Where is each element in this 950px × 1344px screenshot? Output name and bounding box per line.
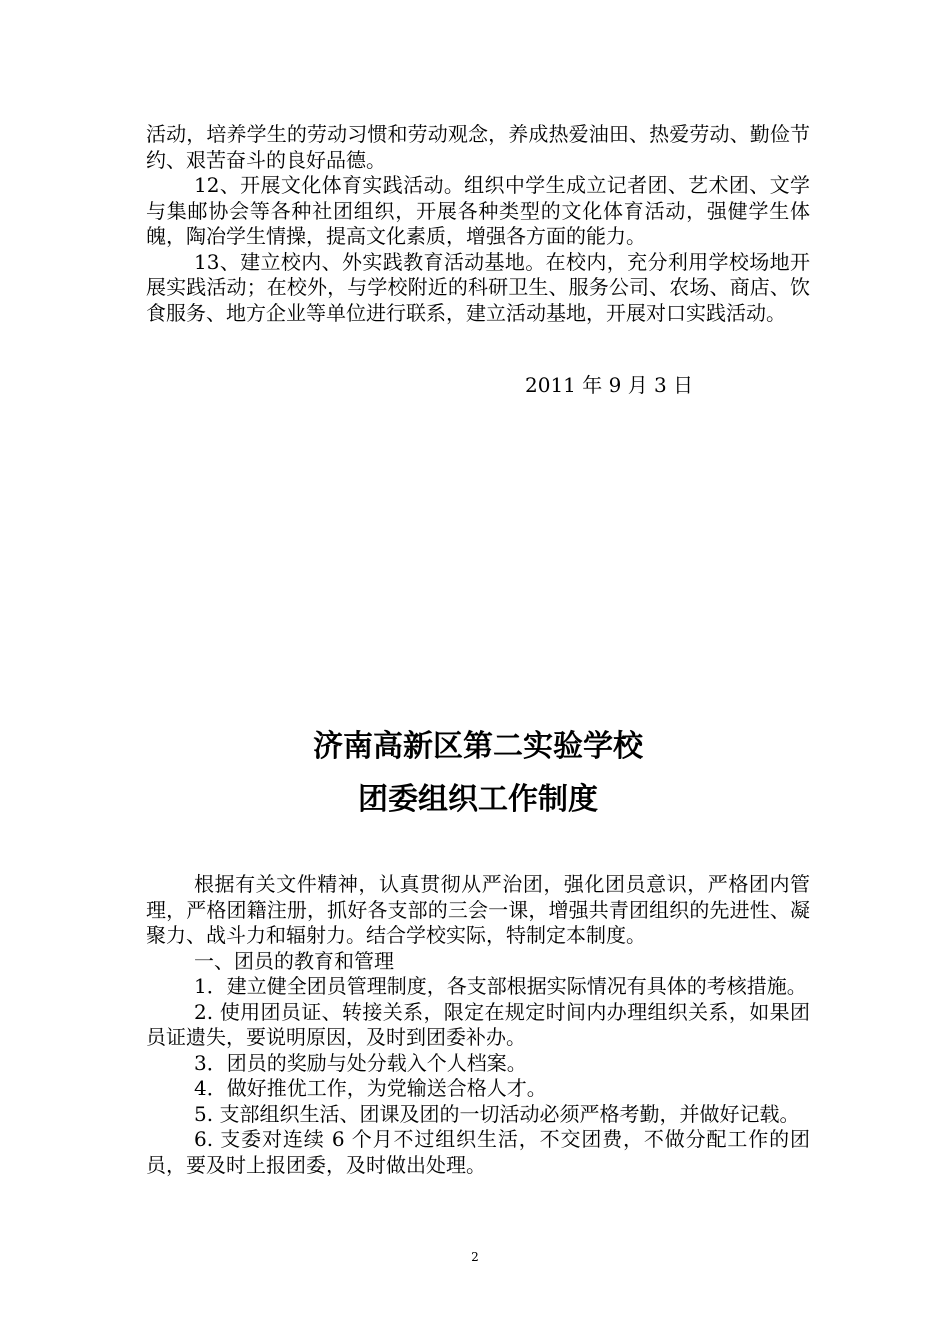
heading-member-management: 一、团员的教育和管理 xyxy=(194,948,394,973)
title-school-name: 济南高新区第二实验学校 xyxy=(313,729,643,764)
paragraph-item-12: 12、开展文化体育实践活动。组织中学生成立记者团、艺术团、文学与集邮协会等各种社团组织，开展各种类型的文化体育活动，强健学生体魄，陶冶学生情操，提高文化素质，增强各方面的能力。 xyxy=(146,173,810,248)
paragraph-rule-6: 6. 支委对连续 6 个月不过组织生活，不交团费，不做分配工作的团员，要及时上报团委，及时做出处理。 xyxy=(146,1127,810,1177)
document-date: 2011 年 9 月 3 日 xyxy=(525,373,694,397)
paragraph-item-13: 13、建立校内、外实践教育活动基地。在校内，充分利用学校场地开展实践活动；在校外，与学校附近的科研卫生、服务公司、农场、商店、饮食服务、地方企业等单位进行联系，建立活动基地，开展对口实践活动。 xyxy=(146,249,810,325)
section-practice-activities xyxy=(146,122,810,326)
page-number: 2 xyxy=(471,1250,479,1264)
section-league-regulations xyxy=(146,872,810,1178)
paragraph-rule-3: 3．团员的奖励与处分载入个人档案。 xyxy=(194,1050,527,1075)
paragraph-rule-4: 4．做好推优工作，为党输送合格人才。 xyxy=(194,1076,547,1100)
paragraph-rule-1: 1．建立健全团员管理制度，各支部根据实际情况有具体的考核措施。 xyxy=(194,974,807,998)
paragraph-intro: 根据有关文件精神，认真贯彻从严治团，强化团员意识，严格团内管理，严格团籍注册，抓好各支部的三会一课，增强共青团组织的先进性、凝聚力、战斗力和辐射力。结合学校实际，特制定本制度。 xyxy=(146,872,810,947)
title-document-name: 团委组织工作制度 xyxy=(358,782,598,817)
paragraph-rule-2: 2. 使用团员证、转接关系，限定在规定时间内办理组织关系，如果团员证遗失，要说明原因，及时到团委补办。 xyxy=(146,999,810,1049)
paragraph-rule-5: 5. 支部组织生活、团课及团的一切活动必须严格考勤，并做好记载。 xyxy=(194,1101,800,1126)
paragraph-continued: 活动，培养学生的劳动习惯和劳动观念，养成热爱油田、热爱劳动、勤俭节约、艰苦奋斗的良好品德。 xyxy=(146,122,810,172)
